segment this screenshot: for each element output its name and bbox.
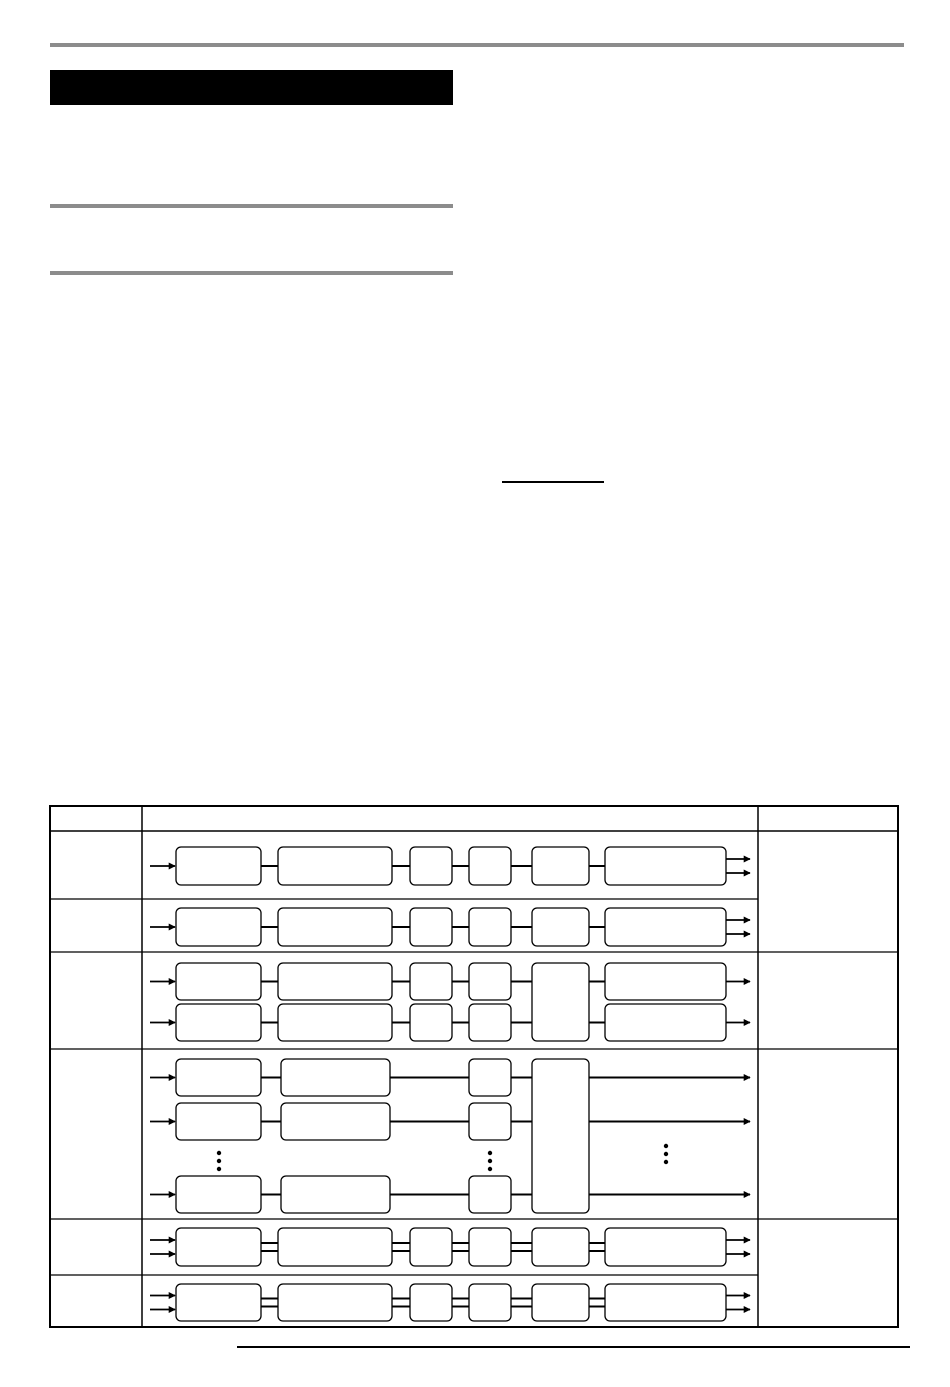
effect-module (410, 963, 452, 1000)
ellipsis-dot (664, 1144, 668, 1148)
effect-module (410, 908, 452, 946)
effect-module (469, 1176, 511, 1213)
effect-module (605, 1284, 726, 1321)
effect-module (605, 1004, 726, 1041)
ellipsis-dot (488, 1159, 492, 1163)
effect-module (278, 1004, 392, 1041)
effect-module (469, 1228, 511, 1266)
effect-module (469, 847, 511, 885)
effect-module (469, 963, 511, 1000)
effect-module (532, 908, 589, 946)
effect-module (176, 1176, 261, 1213)
effect-module (532, 1284, 589, 1321)
ellipsis-dot (664, 1160, 668, 1164)
effect-module (469, 1103, 511, 1140)
effect-module (410, 1284, 452, 1321)
shared-module (532, 1059, 589, 1213)
effect-module (281, 1176, 390, 1213)
effect-module (176, 1228, 261, 1266)
ellipsis-dot (488, 1167, 492, 1171)
effect-module (176, 1004, 261, 1041)
diagram-rows (150, 847, 750, 1321)
effect-module (469, 1284, 511, 1321)
effect-module (532, 1228, 589, 1266)
effect-module (410, 847, 452, 885)
ellipsis-dot (664, 1152, 668, 1156)
effect-module (176, 1103, 261, 1140)
effect-module (278, 963, 392, 1000)
effect-module (469, 1004, 511, 1041)
effect-module (410, 1004, 452, 1041)
footer-rule (237, 1346, 910, 1348)
effect-module (410, 1228, 452, 1266)
effect-module (605, 963, 726, 1000)
effect-module (278, 908, 392, 946)
ellipsis-dot (217, 1151, 221, 1155)
ellipsis-dot (488, 1151, 492, 1155)
effect-module (176, 963, 261, 1000)
effect-module (469, 1059, 511, 1096)
effect-module (176, 1059, 261, 1096)
ellipsis-dot (217, 1159, 221, 1163)
effect-module (532, 847, 589, 885)
ellipsis-dot (217, 1167, 221, 1171)
effect-module (469, 908, 511, 946)
effect-module (605, 1228, 726, 1266)
effect-module (281, 1059, 390, 1096)
effect-module (176, 847, 261, 885)
shared-module (532, 963, 589, 1041)
effect-module (605, 908, 726, 946)
effect-module (281, 1103, 390, 1140)
effect-module (278, 1284, 392, 1321)
effect-module (176, 908, 261, 946)
effect-module (278, 847, 392, 885)
effect-module (605, 847, 726, 885)
effect-module (278, 1228, 392, 1266)
effect-module (176, 1284, 261, 1321)
